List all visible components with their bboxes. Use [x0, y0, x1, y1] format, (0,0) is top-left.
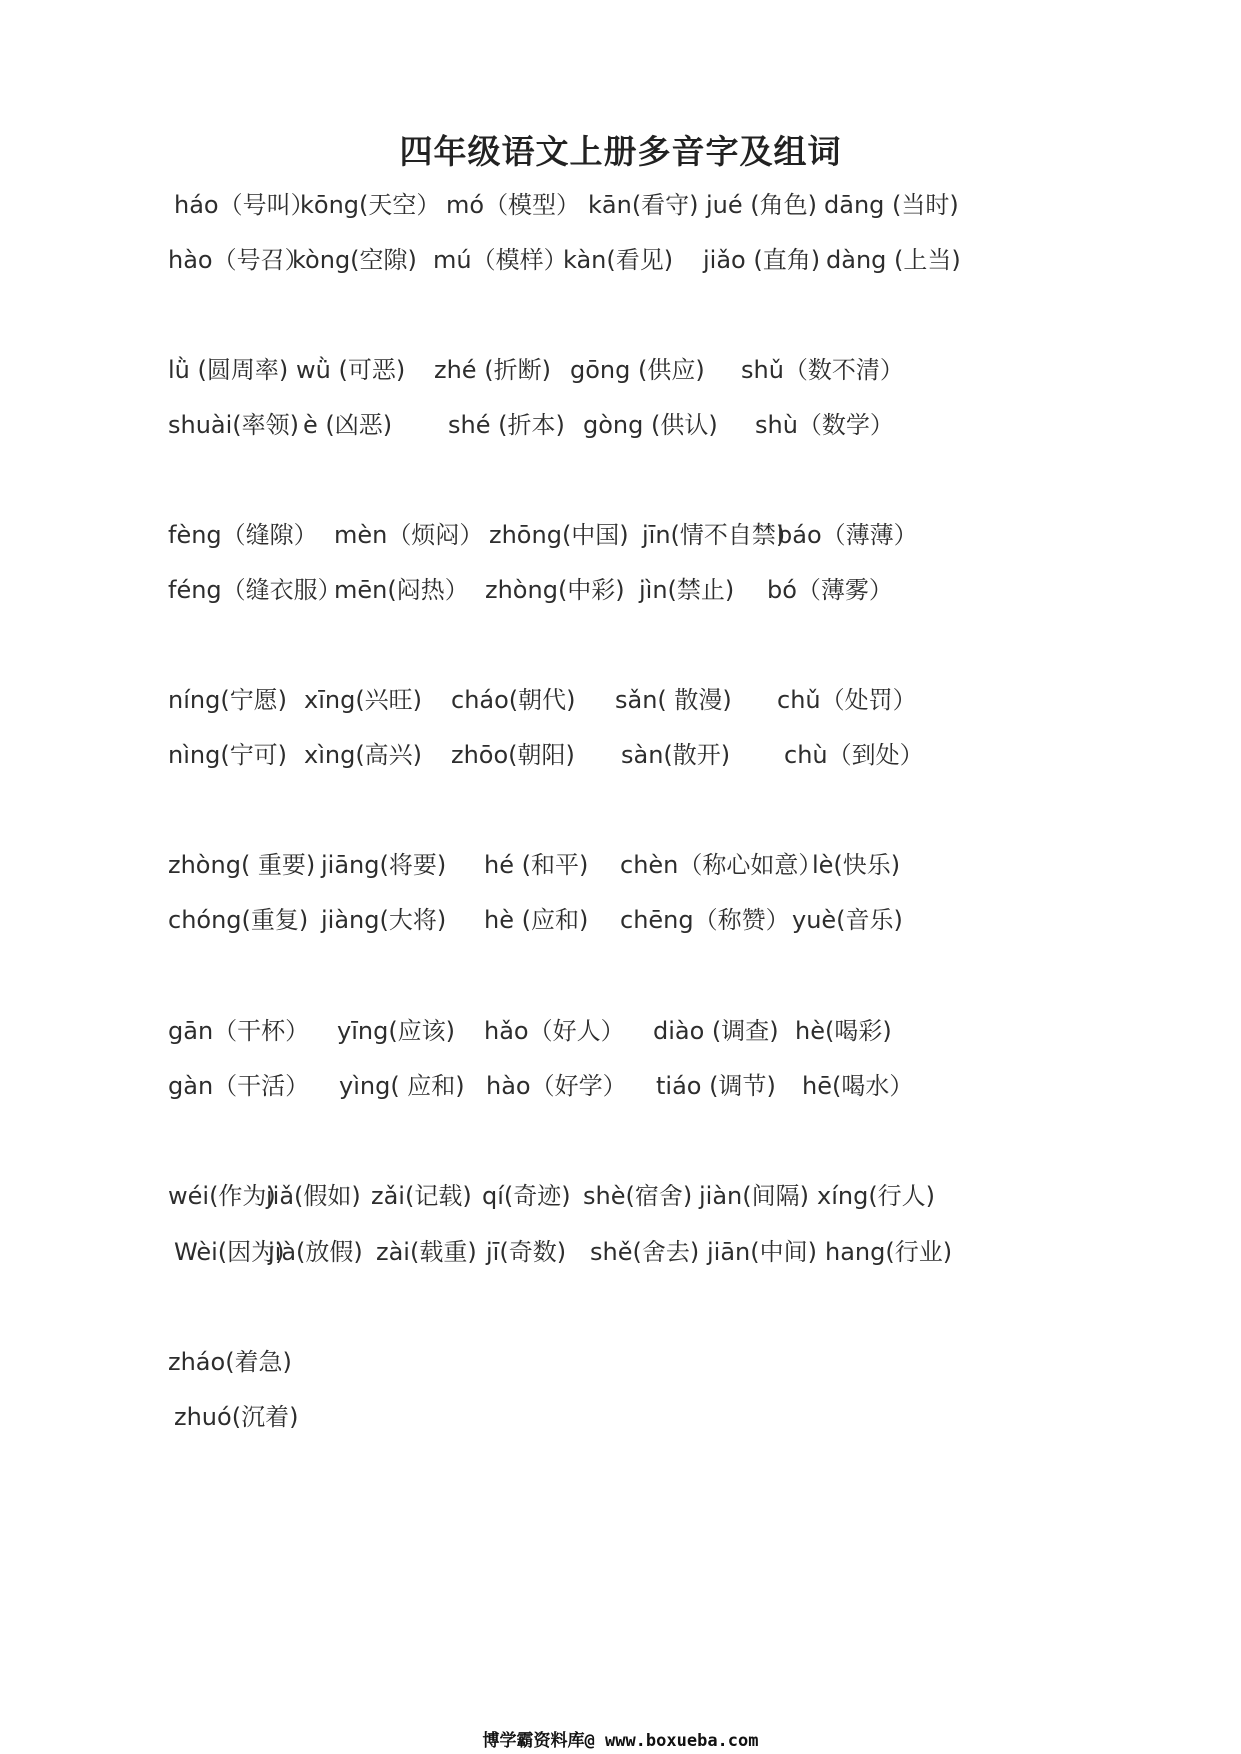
row-6 — [0, 570, 1241, 610]
row-12 — [0, 1066, 1241, 1106]
entry: hé (和平) — [484, 851, 589, 879]
row-16 — [0, 1397, 1241, 1437]
page-title: 四年级语文上册多音字及组词 — [399, 132, 842, 171]
entry: jìn(禁止) — [639, 576, 735, 604]
entry: wǜ (可恶) — [296, 356, 406, 384]
entry: zǎi(记载) — [371, 1182, 472, 1210]
entry: shé (折本) — [448, 411, 565, 439]
entry: cháo(朝代) — [451, 686, 576, 714]
entry: xīng(兴旺) — [304, 686, 423, 714]
entry: hǎo（好人） — [484, 1017, 625, 1045]
entry: shǔ（数不清） — [741, 356, 904, 384]
entry: shuài(率领) — [168, 411, 300, 439]
entry: sàn(散开) — [621, 741, 731, 769]
entry: zhōng(中国) — [489, 521, 629, 549]
entry: zhuó(沉着) — [174, 1403, 299, 1431]
entry: gàn（干活） — [168, 1072, 310, 1100]
entry: tiáo (调节) — [656, 1072, 776, 1100]
entry: chǔ（处罚） — [777, 686, 917, 714]
entry: kōng(天空） — [300, 191, 441, 219]
entry: zhé (折断) — [434, 356, 551, 384]
entry: mēn(闷热） — [334, 576, 469, 604]
entry: diào (调查) — [653, 1017, 779, 1045]
entry: hào（好学） — [486, 1072, 627, 1100]
row-5 — [0, 515, 1241, 555]
entry: chèn（称心如意） — [620, 851, 823, 879]
entry: gōng (供应) — [570, 356, 705, 384]
entry: níng(宁愿) — [168, 686, 288, 714]
entry: shè(宿舍) — [583, 1182, 693, 1210]
entry: Wèi(因为) — [174, 1238, 285, 1266]
entry: jiǎo (直角) — [703, 246, 821, 274]
entry: zhòng( 重要) — [168, 851, 316, 879]
entry: fèng（缝隙） — [168, 521, 318, 549]
entry: mú（模样） — [433, 246, 568, 274]
row-1 — [0, 185, 1241, 225]
entry: jiǎ(假如) — [266, 1182, 361, 1210]
entry: jué (角色) — [706, 191, 817, 219]
entry: nìng(宁可) — [168, 741, 288, 769]
entry: jiàng(大将) — [321, 906, 447, 934]
entry: hào（号召） — [168, 246, 309, 274]
entry: jiān(中间) — [707, 1238, 817, 1266]
entry: yuè(音乐) — [792, 906, 903, 934]
entry: hē(喝水） — [802, 1072, 914, 1100]
entry: yìng( 应和) — [339, 1072, 465, 1100]
entry: lè(快乐) — [812, 851, 901, 879]
row-7 — [0, 680, 1241, 720]
entry: shě(舍去) — [590, 1238, 700, 1266]
entry: háo（号叫） — [174, 191, 315, 219]
row-4 — [0, 405, 1241, 445]
row-8 — [0, 735, 1241, 775]
entry: hè (应和) — [484, 906, 589, 934]
entry: zhòng(中彩) — [485, 576, 625, 604]
entry: chēng（称赞） — [620, 906, 790, 934]
row-15 — [0, 1342, 1241, 1382]
entry: chù（到处） — [784, 741, 924, 769]
entry: sǎn( 散漫) — [615, 686, 732, 714]
row-14 — [0, 1232, 1241, 1272]
row-9 — [0, 845, 1241, 885]
entry: zài(载重) — [376, 1238, 477, 1266]
row-11 — [0, 1011, 1241, 1051]
row-3 — [0, 350, 1241, 390]
row-10 — [0, 900, 1241, 940]
footer-watermark: 博学霸资料库@ www.boxueba.com — [482, 1731, 759, 1751]
entry: lǜ (圆周率) — [168, 356, 289, 384]
entry: kān(看守) — [588, 191, 699, 219]
entry: jī(奇数) — [486, 1238, 567, 1266]
entry: dāng (当时) — [824, 191, 959, 219]
entry: jiàn(间隔) — [699, 1182, 809, 1210]
entry: xìng(高兴) — [304, 741, 423, 769]
entry: zhōo(朝阳) — [451, 741, 575, 769]
entry: hè(喝彩) — [795, 1017, 892, 1045]
entry: mó（模型） — [446, 191, 581, 219]
entry: xíng(行人) — [817, 1182, 936, 1210]
entry: bó（薄雾） — [767, 576, 893, 604]
entry: féng（缝衣服） — [168, 576, 342, 604]
entry: kòng(空隙) — [292, 246, 417, 274]
entry: mèn（烦闷） — [334, 521, 484, 549]
entry: qí(奇迹) — [482, 1182, 571, 1210]
row-2 — [0, 240, 1241, 280]
entry: jiāng(将要) — [321, 851, 447, 879]
entry: è (凶恶) — [303, 411, 393, 439]
entry: gòng (供认) — [583, 411, 718, 439]
entry: shù（数学） — [755, 411, 894, 439]
entry: zháo(着急) — [168, 1348, 292, 1376]
entry: wéi(作为) — [168, 1182, 276, 1210]
row-13 — [0, 1176, 1241, 1216]
entry: jīn(情不自禁) — [642, 521, 786, 549]
entry: hang(行业) — [825, 1238, 953, 1266]
entry: dàng (上当) — [826, 246, 961, 274]
entry: jià(放假) — [268, 1238, 363, 1266]
entry: kàn(看见) — [563, 246, 674, 274]
entry: yīng(应该) — [337, 1017, 456, 1045]
entry: chóng(重复) — [168, 906, 309, 934]
entry: gān（干杯） — [168, 1017, 310, 1045]
entry: báo（薄薄） — [777, 521, 918, 549]
